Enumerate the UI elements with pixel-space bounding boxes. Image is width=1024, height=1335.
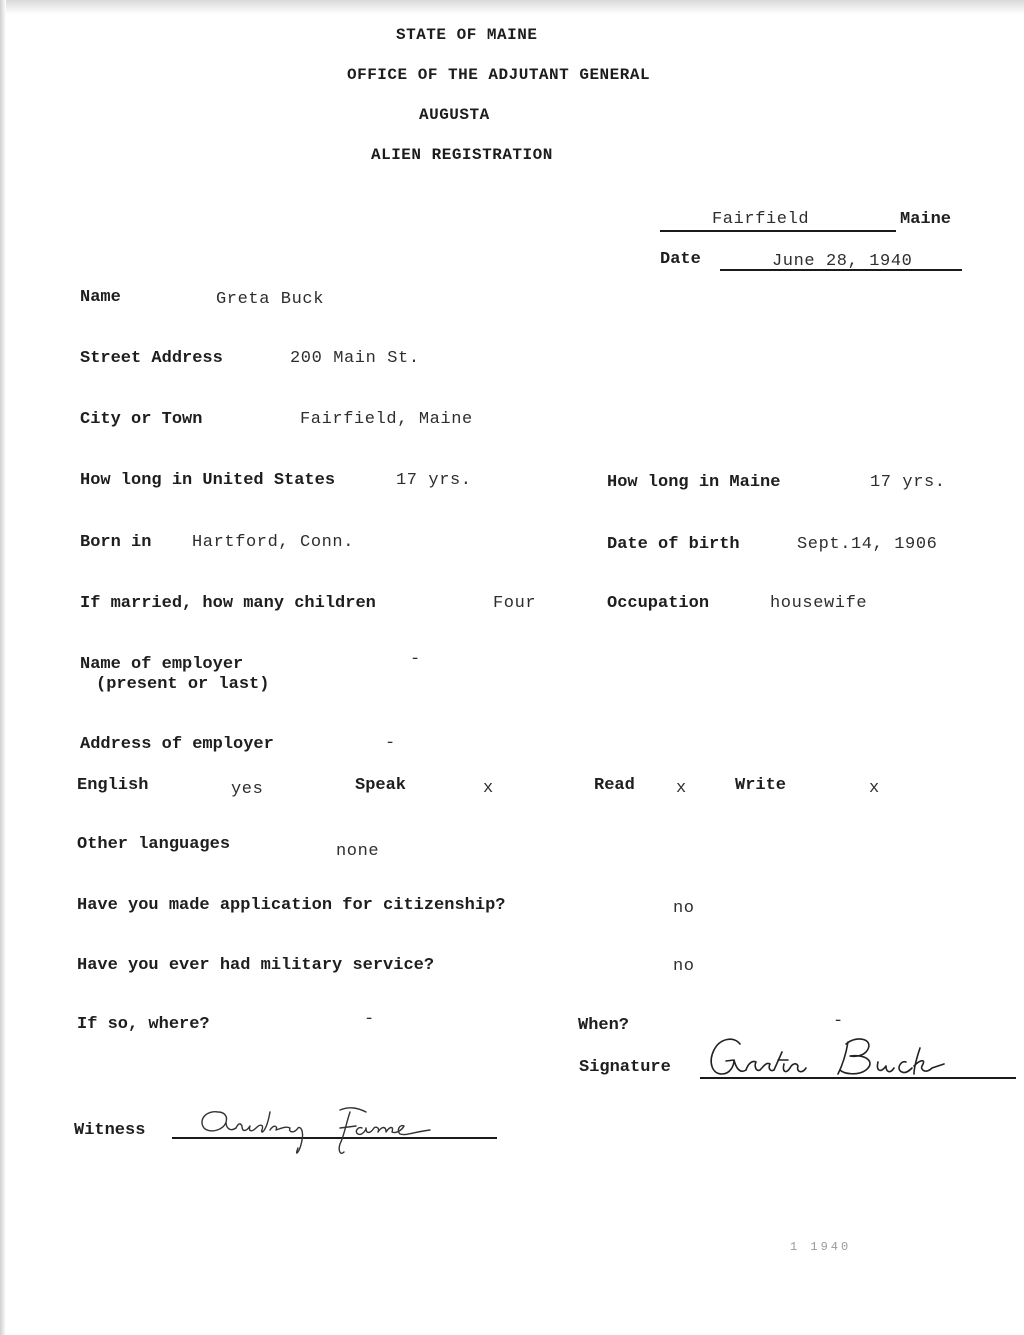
city-label: City or Town [80,410,203,429]
employer-address-label: Address of employer [80,735,274,754]
place-underline [660,230,896,232]
date-value: June 28, 1940 [772,252,913,271]
witness-handwriting [190,1100,450,1160]
us-years-value: 17 yrs. [396,471,472,490]
children-value: Four [493,594,537,613]
witness-label: Witness [74,1121,146,1140]
military-value: no [673,957,695,976]
date-label: Date [660,250,701,269]
born-value: Hartford, Conn. [192,533,355,552]
born-label: Born in [80,533,152,552]
signature-handwriting [700,1030,970,1080]
place-state: Maine [900,210,952,229]
header-office: OFFICE OF THE ADJUTANT GENERAL [347,66,651,84]
english-value: yes [231,780,264,799]
when-label: When? [578,1016,630,1035]
place-town: Fairfield [712,210,810,229]
header-title: ALIEN REGISTRATION [371,146,553,164]
other-languages-value: none [336,842,380,861]
received-stamp: 1 1940 [790,1240,852,1254]
occupation-value: housewife [770,594,868,613]
employer-name-value: - [410,650,421,669]
read-value: x [676,779,687,798]
name-value: Greta Buck [216,290,325,309]
employer-address-value: - [385,734,396,753]
us-years-label: How long in United States [80,471,336,490]
citizenship-value: no [673,899,695,918]
children-label: If married, how many children [80,594,376,613]
where-value: - [364,1010,375,1029]
signature-label: Signature [579,1058,671,1077]
speak-value: x [483,779,494,798]
military-label: Have you ever had military service? [77,956,435,975]
scan-left-edge [0,0,6,1335]
header-city: AUGUSTA [419,106,490,124]
occupation-label: Occupation [607,594,710,613]
maine-years-label: How long in Maine [607,473,781,492]
citizenship-label: Have you made application for citizenship? [77,896,506,915]
write-label: Write [735,776,787,795]
write-value: x [869,779,880,798]
employer-name-label [80,655,269,695]
header-state: STATE OF MAINE [396,26,538,44]
other-languages-label: Other languages [77,835,231,854]
english-label: English [77,776,149,795]
employer-name-label-line2: (present or last) [96,675,270,694]
name-label: Name [80,288,121,307]
speak-label: Speak [355,776,407,795]
where-label: If so, where? [77,1015,210,1034]
employer-name-label-line1: Name of employer [80,655,244,674]
dob-value: Sept.14, 1906 [797,535,938,554]
street-value: 200 Main St. [290,349,420,368]
maine-years-value: 17 yrs. [870,473,946,492]
read-label: Read [594,776,635,795]
when-value: - [833,1012,844,1031]
dob-label: Date of birth [607,535,740,554]
city-value: Fairfield, Maine [300,410,473,429]
scan-top-edge [0,0,1024,14]
street-label: Street Address [80,349,223,368]
